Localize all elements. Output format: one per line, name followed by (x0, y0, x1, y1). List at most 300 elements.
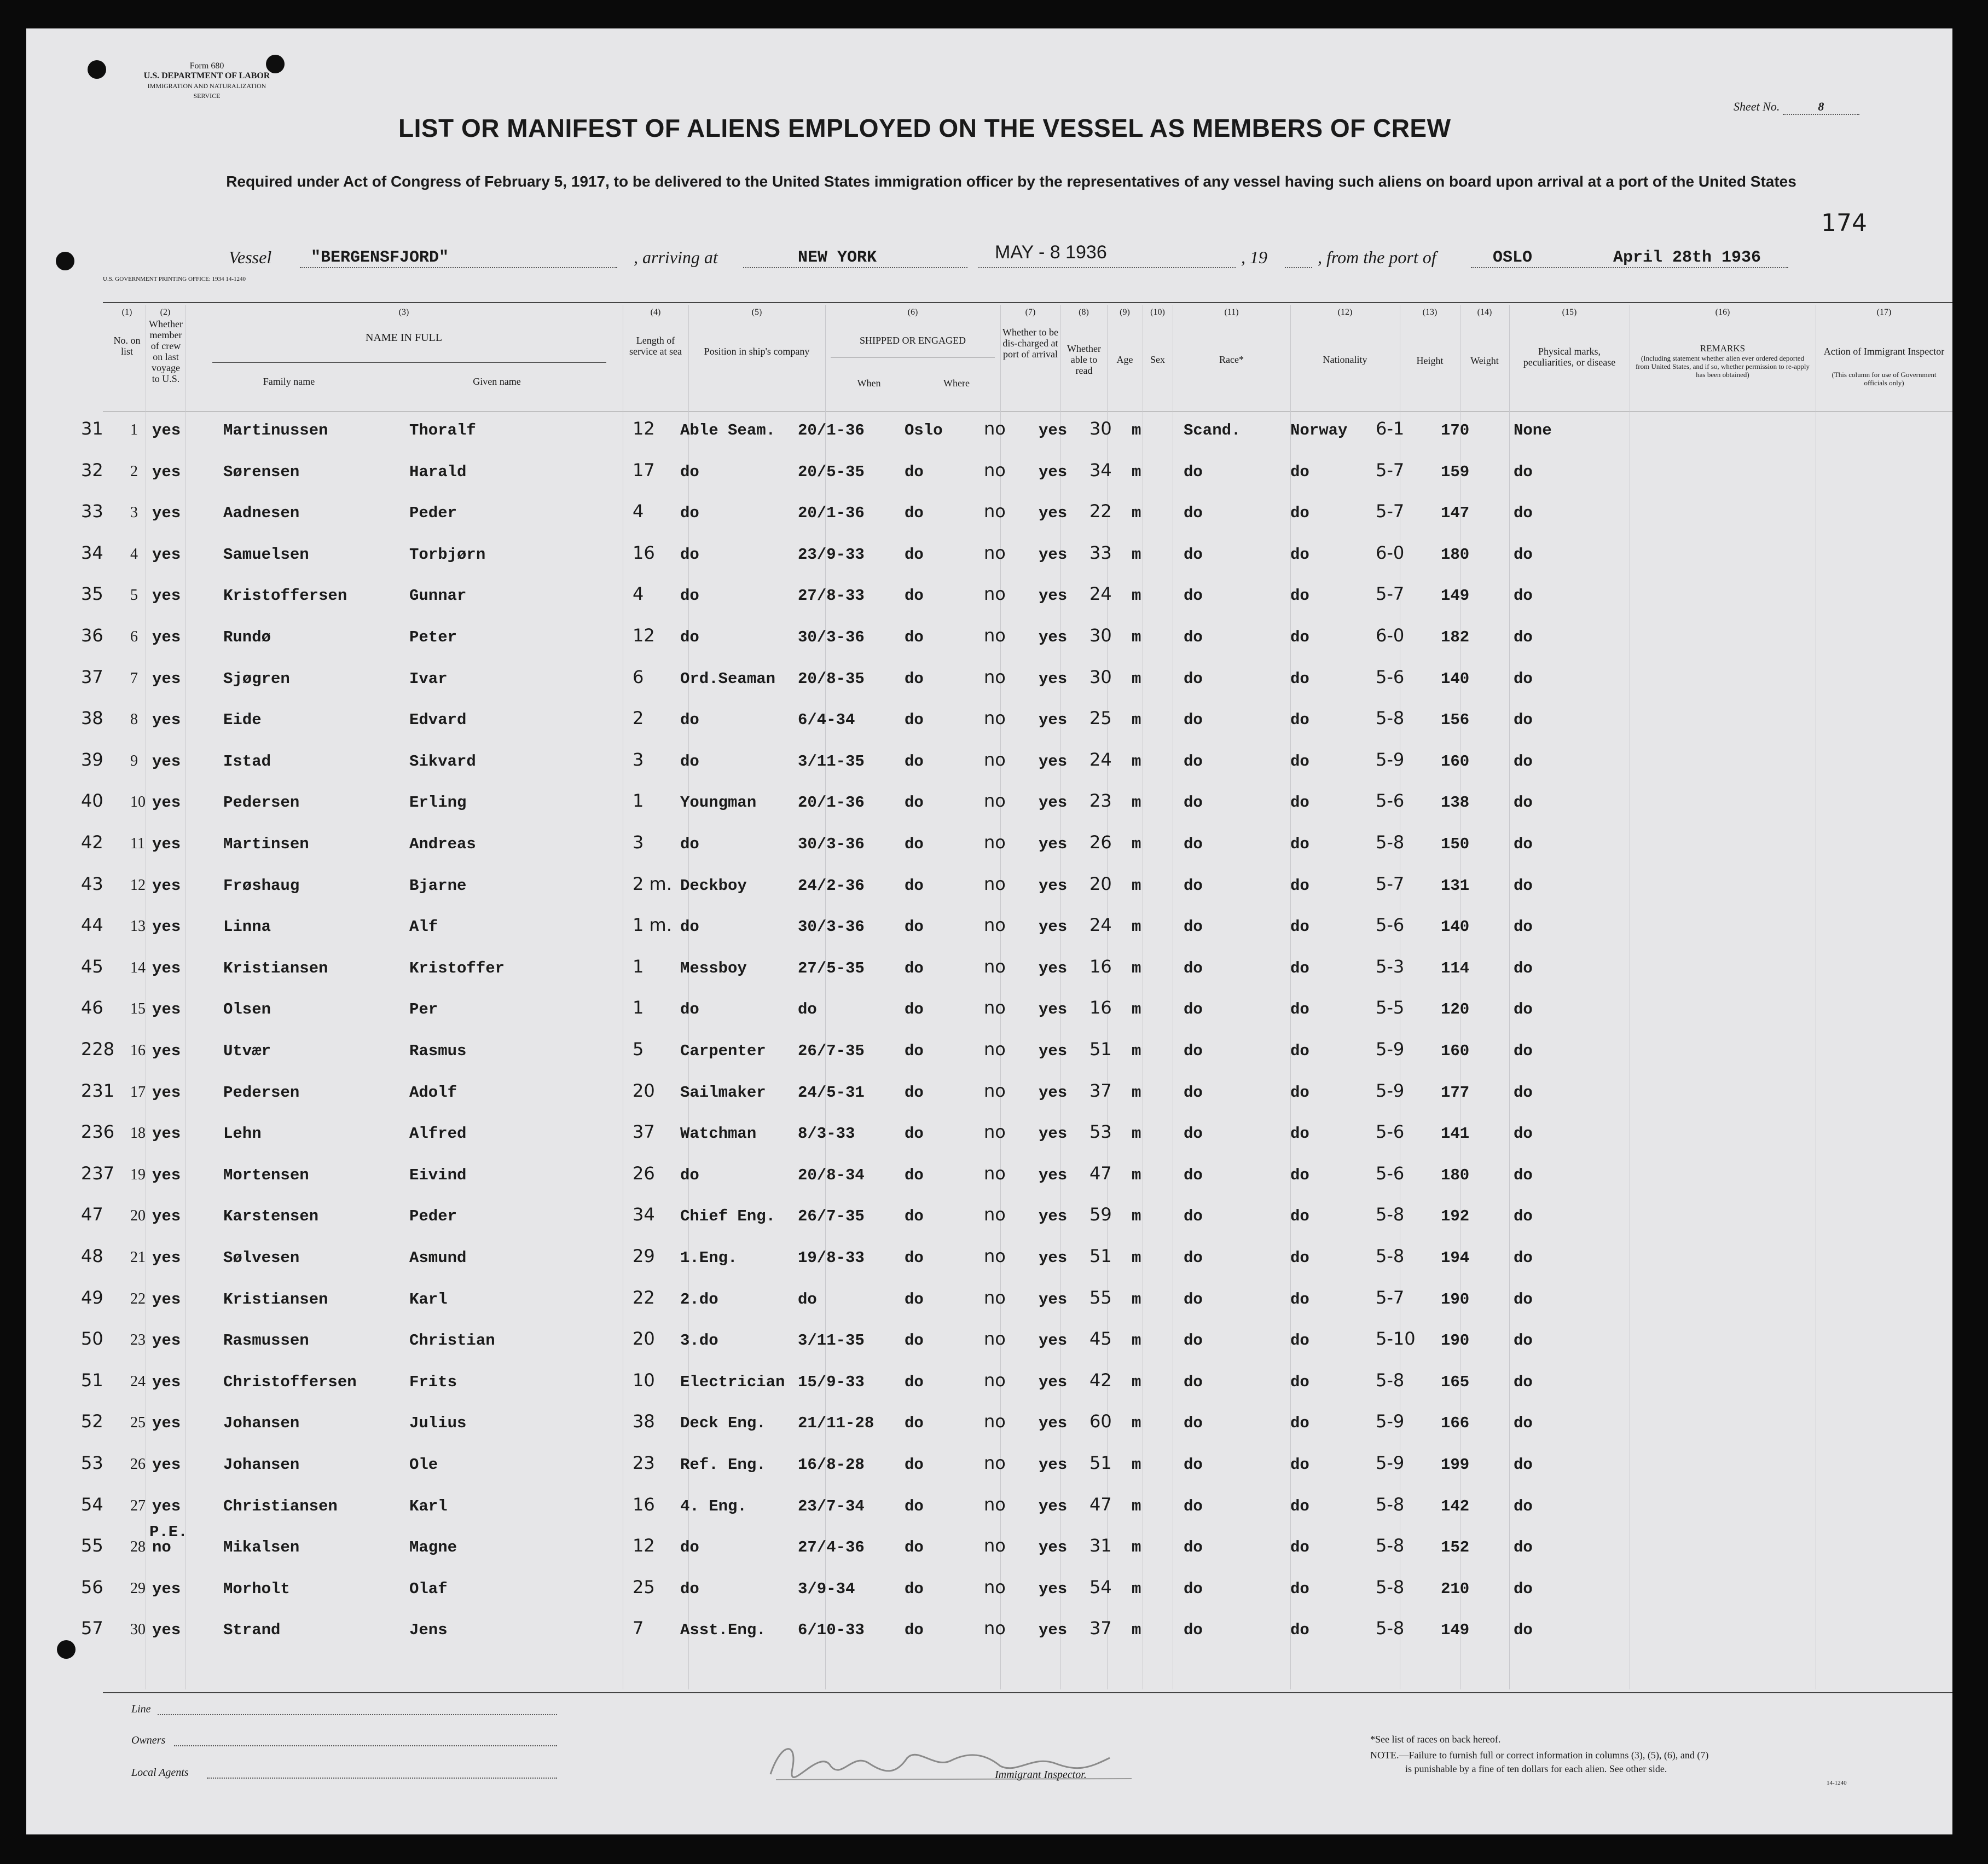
colnum: (9) (1120, 308, 1130, 317)
list-number: 20 (130, 1207, 146, 1225)
physical-marks: do (1514, 1414, 1533, 1433)
able-to-read: yes (1039, 421, 1068, 439)
list-number: 8 (130, 711, 138, 728)
sex: m (1132, 1497, 1141, 1515)
given-name: Alf (409, 918, 438, 936)
to-be-discharged: no (984, 997, 1006, 1018)
service-length: 3 (633, 749, 644, 770)
family-name: Linna (223, 918, 271, 936)
family-name: Martinussen (223, 421, 328, 439)
list-number: 10 (130, 794, 146, 811)
age: 20 (1089, 873, 1112, 894)
engaged-when: 20/1-36 (798, 421, 865, 439)
weight: 192 (1441, 1207, 1470, 1226)
footer-owners-label: Owners (131, 1734, 166, 1746)
able-to-read: yes (1039, 1373, 1068, 1391)
col-header-given: Given name (473, 376, 521, 387)
nationality: do (1290, 711, 1309, 730)
family-name: Johansen (223, 1456, 300, 1474)
col-header-weight: Weight (1470, 355, 1499, 366)
manifest-ref-number: 49 (81, 1287, 103, 1308)
engaged-where: do (905, 1456, 924, 1474)
nationality: do (1290, 1332, 1309, 1350)
nationality: do (1290, 1166, 1309, 1184)
engaged-when: 8/3-33 (798, 1125, 855, 1143)
crew-last-voyage: yes (152, 1456, 181, 1474)
engaged-when: do (798, 1000, 817, 1019)
footer-line-label: Line (131, 1703, 151, 1715)
col-header-marks: Physical marks, peculiarities, or disease (1523, 346, 1616, 368)
colnum: (12) (1337, 308, 1353, 317)
service-line: IMMIGRATION AND NATURALIZATION SERVICE (147, 82, 266, 100)
manifest-ref-number: 32 (81, 459, 103, 481)
service-length: 12 (633, 625, 655, 646)
family-name: Kristiansen (223, 1290, 328, 1309)
col-header-action: Action of Immigrant Inspector (1823, 346, 1945, 357)
engaged-when: 24/2-36 (798, 876, 865, 895)
nationality: do (1290, 752, 1309, 771)
given-name: Gunnar (409, 587, 467, 605)
engaged-when: 3/11-35 (798, 752, 865, 771)
ship-position: Electrician (680, 1373, 785, 1391)
race: do (1184, 1042, 1203, 1060)
age: 26 (1089, 832, 1112, 853)
colnum: (1) (121, 308, 132, 317)
colnum: (8) (1079, 308, 1089, 317)
height: 5-10 (1376, 1328, 1416, 1350)
manifest-ref-number: 35 (81, 583, 103, 605)
list-number: 7 (130, 669, 138, 687)
colnum: (17) (1876, 308, 1892, 317)
sex: m (1132, 1000, 1141, 1019)
physical-marks: do (1514, 1083, 1533, 1102)
manifest-ref-number: 38 (81, 708, 103, 729)
service-length: 25 (633, 1576, 655, 1597)
departure-date: April 28th 1936 (1613, 248, 1761, 267)
able-to-read: yes (1039, 1621, 1068, 1640)
engaged-where: do (905, 1538, 924, 1557)
manifest-ref-number: 57 (81, 1618, 103, 1639)
sex: m (1132, 1579, 1141, 1598)
service-length: 34 (633, 1204, 655, 1225)
engaged-when: 15/9-33 (798, 1373, 865, 1391)
engaged-where: Oslo (905, 421, 943, 439)
weight: 170 (1441, 421, 1470, 439)
nationality: do (1290, 959, 1309, 977)
service-length: 4 (633, 501, 644, 522)
ship-position: do (680, 1579, 699, 1598)
height: 5-9 (1376, 1452, 1405, 1473)
col-header-age: Age (1116, 354, 1133, 365)
crew-last-voyage: yes (152, 1125, 181, 1143)
weight: 131 (1441, 876, 1470, 895)
able-to-read: yes (1039, 752, 1068, 771)
list-number: 6 (130, 628, 138, 645)
engaged-when: 23/9-33 (798, 545, 865, 564)
colnum: (4) (650, 308, 661, 317)
height: 5-8 (1376, 708, 1405, 729)
ship-position: do (680, 1538, 699, 1557)
age: 34 (1089, 459, 1112, 481)
physical-marks: do (1514, 1497, 1533, 1515)
list-number: 29 (130, 1579, 146, 1597)
crew-last-voyage: yes (152, 1083, 181, 1102)
engaged-when: 3/11-35 (798, 1332, 865, 1350)
crew-last-voyage: yes (152, 587, 181, 605)
race: do (1184, 504, 1203, 523)
family-name: Pedersen (223, 1083, 300, 1102)
given-name: Karl (409, 1497, 448, 1515)
engaged-where: do (905, 1166, 924, 1184)
col-header-shipped: SHIPPED OR ENGAGED (859, 335, 966, 346)
list-number: 25 (130, 1414, 146, 1432)
to-be-discharged: no (984, 542, 1006, 563)
height: 5-5 (1376, 997, 1405, 1018)
height: 5-3 (1376, 956, 1405, 977)
manifest-ref-number: 236 (81, 1121, 115, 1143)
weight: 138 (1441, 794, 1470, 812)
engaged-when: 20/8-35 (798, 669, 865, 688)
race: do (1184, 1414, 1203, 1433)
able-to-read: yes (1039, 1332, 1068, 1350)
height: 5-9 (1376, 1411, 1405, 1432)
to-be-discharged: no (984, 583, 1006, 605)
engaged-where: do (905, 669, 924, 688)
given-name: Andreas (409, 835, 476, 853)
list-number: 1 (130, 421, 138, 438)
age: 60 (1089, 1411, 1112, 1432)
crew-last-voyage: yes (152, 1207, 181, 1226)
race: do (1184, 1125, 1203, 1143)
physical-marks: do (1514, 1125, 1533, 1143)
age: 45 (1089, 1328, 1112, 1350)
age: 47 (1089, 1162, 1112, 1184)
crew-last-voyage: no (152, 1538, 171, 1557)
list-number: 18 (130, 1125, 146, 1142)
engaged-when: 30/3-36 (798, 628, 865, 646)
engaged-when: 30/3-36 (798, 918, 865, 936)
service-length: 37 (633, 1121, 655, 1143)
nationality: do (1290, 628, 1309, 646)
nationality: do (1290, 1290, 1309, 1309)
col-header-family: Family name (263, 376, 315, 387)
nationality: do (1290, 1373, 1309, 1391)
service-length: 4 (633, 583, 644, 605)
engaged-where: do (905, 587, 924, 605)
ship-position: Asst.Eng. (680, 1621, 766, 1640)
service-length: 12 (633, 1535, 655, 1556)
engaged-where: do (905, 1373, 924, 1391)
family-name: Christiansen (223, 1497, 338, 1515)
height: 5-7 (1376, 583, 1405, 605)
to-be-discharged: no (984, 956, 1006, 977)
physical-marks: do (1514, 794, 1533, 812)
nationality: do (1290, 1207, 1309, 1226)
given-name: Per (409, 1000, 438, 1019)
manifest-ref-number: 47 (81, 1204, 103, 1225)
page-subtitle: Required under Act of Congress of February 5, 1917, to be delivered to the United States immigration officer by the representatives of any vessel having such aliens on board upon arrival at a port of the United States (226, 173, 1796, 190)
physical-marks: do (1514, 1000, 1533, 1019)
list-number: 23 (130, 1332, 146, 1349)
physical-marks: do (1514, 1249, 1533, 1267)
crew-last-voyage: yes (152, 1332, 181, 1350)
sex: m (1132, 1166, 1141, 1184)
to-be-discharged: no (984, 459, 1006, 481)
crew-last-voyage: yes (152, 462, 181, 481)
inspector-signature (760, 1736, 1154, 1785)
age: 33 (1089, 542, 1112, 563)
race: do (1184, 1249, 1203, 1267)
nationality: do (1290, 1083, 1309, 1102)
engaged-where: do (905, 1042, 924, 1060)
sex: m (1132, 1290, 1141, 1309)
engaged-where: do (905, 1621, 924, 1640)
from-label: , from the port of (1318, 247, 1436, 267)
races-note: *See list of races on back hereof. (1370, 1734, 1501, 1745)
family-name: Kristiansen (223, 959, 328, 977)
ship-position: Ord.Seaman (680, 669, 776, 688)
inspector-label: Immigrant Inspector. (995, 1769, 1087, 1781)
punch-hole (56, 252, 74, 270)
able-to-read: yes (1039, 1083, 1068, 1102)
list-number: 24 (130, 1373, 146, 1390)
engaged-when: 19/8-33 (798, 1249, 865, 1267)
nationality: do (1290, 1497, 1309, 1515)
height: 6-0 (1376, 625, 1405, 646)
race: do (1184, 1083, 1203, 1102)
sex: m (1132, 1125, 1141, 1143)
engaged-when: 20/1-36 (798, 504, 865, 523)
col-header-nationality: Nationality (1323, 354, 1367, 365)
sex: m (1132, 1083, 1141, 1102)
nationality: do (1290, 1249, 1309, 1267)
given-name: Alfred (409, 1125, 467, 1143)
physical-marks: do (1514, 918, 1533, 936)
able-to-read: yes (1039, 794, 1068, 812)
engaged-where: do (905, 876, 924, 895)
crew-last-voyage: yes (152, 545, 181, 564)
ship-position: do (680, 504, 699, 523)
race: do (1184, 1166, 1203, 1184)
race: do (1184, 1456, 1203, 1474)
given-name: Jens (409, 1621, 448, 1640)
physical-marks: do (1514, 1042, 1533, 1060)
engaged-when: 20/5-35 (798, 462, 865, 481)
crew-last-voyage: yes (152, 1249, 181, 1267)
ship-position: Ref. Eng. (680, 1456, 766, 1474)
to-be-discharged: no (984, 1080, 1006, 1101)
ship-position: do (680, 752, 699, 771)
crew-last-voyage: yes (152, 628, 181, 646)
able-to-read: yes (1039, 1456, 1068, 1474)
service-length: 7 (633, 1618, 644, 1639)
engaged-when: 6/4-34 (798, 711, 855, 730)
engaged-when: 27/8-33 (798, 587, 865, 605)
weight: 210 (1441, 1579, 1470, 1598)
colnum: (10) (1150, 308, 1165, 317)
given-name: Peder (409, 504, 457, 523)
sheet-value: 8 (1783, 100, 1859, 115)
manifest-ref-number: 228 (81, 1039, 115, 1060)
colnum: (5) (751, 308, 762, 317)
physical-marks: do (1514, 545, 1533, 564)
given-name: Frits (409, 1373, 457, 1391)
ship-position: do (680, 1000, 699, 1019)
able-to-read: yes (1039, 1249, 1068, 1267)
manifest-ref-number: 43 (81, 873, 103, 894)
sex: m (1132, 918, 1141, 936)
departure-port: OSLO (1493, 248, 1533, 267)
given-name: Peter (409, 628, 457, 646)
service-length: 10 (633, 1369, 655, 1391)
given-name: Kristoffer (409, 959, 505, 977)
weight: 149 (1441, 587, 1470, 605)
sex: m (1132, 1249, 1141, 1267)
service-length: 1 (633, 790, 644, 812)
given-name: Asmund (409, 1249, 467, 1267)
able-to-read: yes (1039, 876, 1068, 895)
engaged-where: do (905, 959, 924, 977)
ship-position: 3.do (680, 1332, 718, 1350)
engaged-where: do (905, 1290, 924, 1309)
height: 5-8 (1376, 1576, 1405, 1597)
engaged-where: do (905, 835, 924, 853)
ship-position: do (680, 628, 699, 646)
engaged-when: 30/3-36 (798, 835, 865, 853)
able-to-read: yes (1039, 669, 1068, 688)
race: Scand. (1184, 421, 1241, 439)
engaged-when: 27/4-36 (798, 1538, 865, 1557)
able-to-read: yes (1039, 1000, 1068, 1019)
nationality: do (1290, 1042, 1309, 1060)
col-header-height: Height (1416, 355, 1444, 366)
sex: m (1132, 669, 1141, 688)
height: 5-8 (1376, 1246, 1405, 1266)
ship-position: do (680, 587, 699, 605)
manifest-ref-number: 55 (81, 1535, 103, 1556)
ship-position: Messboy (680, 959, 747, 977)
height: 5-9 (1376, 749, 1405, 770)
weight: 142 (1441, 1497, 1470, 1515)
crew-last-voyage: yes (152, 1497, 181, 1515)
to-be-discharged: no (984, 1204, 1006, 1225)
year-label: , 19 (1241, 247, 1267, 267)
given-name: Harald (409, 462, 467, 481)
able-to-read: yes (1039, 1207, 1068, 1226)
ship-position: Sailmaker (680, 1083, 766, 1102)
race: do (1184, 1579, 1203, 1598)
height: 5-8 (1376, 1204, 1405, 1225)
height: 5-8 (1376, 1493, 1405, 1515)
physical-marks: do (1514, 462, 1533, 481)
ship-position: 1.Eng. (680, 1249, 738, 1267)
ship-position: do (680, 1166, 699, 1184)
to-be-discharged: no (984, 666, 1006, 687)
physical-marks: do (1514, 959, 1533, 977)
col-header-name: NAME IN FULL (366, 332, 442, 344)
nationality: Norway (1290, 421, 1348, 439)
nationality: do (1290, 669, 1309, 688)
service-length: 1 (633, 956, 644, 977)
age: 24 (1089, 583, 1112, 605)
race: do (1184, 752, 1203, 771)
physical-marks: do (1514, 1579, 1533, 1598)
crew-last-voyage: yes (152, 1042, 181, 1060)
sex: m (1132, 794, 1141, 812)
sex: m (1132, 1332, 1141, 1350)
family-name: Rasmussen (223, 1332, 309, 1350)
able-to-read: yes (1039, 1497, 1068, 1515)
able-to-read: yes (1039, 959, 1068, 977)
age: 30 (1089, 666, 1112, 687)
height: 5-6 (1376, 666, 1405, 687)
physical-marks: do (1514, 1207, 1533, 1226)
weight: 150 (1441, 835, 1470, 853)
given-name: Magne (409, 1538, 457, 1557)
family-name: Sølvesen (223, 1249, 300, 1267)
weight: 160 (1441, 1042, 1470, 1060)
service-length: 1 (633, 997, 644, 1018)
engaged-where: do (905, 794, 924, 812)
ship-position: do (680, 835, 699, 853)
manifest-ref-number: 53 (81, 1452, 103, 1473)
able-to-read: yes (1039, 504, 1068, 523)
height: 5-7 (1376, 501, 1405, 522)
age: 47 (1089, 1493, 1112, 1515)
col-header-remarks-note: (Including statement whether alien ever ordered deported from United States, and if so, whether permission to re-apply has been obtained) (1635, 354, 1810, 379)
colnum: (7) (1025, 308, 1036, 317)
list-number: 21 (130, 1249, 146, 1266)
engaged-where: do (905, 504, 924, 523)
age: 51 (1089, 1246, 1112, 1266)
given-name: Thoralf (409, 421, 476, 439)
weight: 152 (1441, 1538, 1470, 1557)
race: do (1184, 711, 1203, 730)
given-name: Sikvard (409, 752, 476, 771)
to-be-discharged: no (984, 1246, 1006, 1266)
service-length: 38 (633, 1411, 655, 1432)
engaged-where: do (905, 1414, 924, 1433)
to-be-discharged: no (984, 1493, 1006, 1515)
engaged-when: 20/1-36 (798, 794, 865, 812)
sex: m (1132, 504, 1141, 523)
crew-last-voyage: yes (152, 918, 181, 936)
age: 31 (1089, 1535, 1112, 1556)
height: 5-9 (1376, 1080, 1405, 1101)
age: 25 (1089, 708, 1112, 729)
arrival-port: NEW YORK (798, 248, 877, 267)
manifest-ref-number: 36 (81, 625, 103, 646)
manifest-ref-number: 34 (81, 542, 103, 563)
physical-marks: do (1514, 1166, 1533, 1184)
given-name: Christian (409, 1332, 495, 1350)
engaged-where: do (905, 1332, 924, 1350)
family-name: Utvær (223, 1042, 271, 1060)
nationality: do (1290, 794, 1309, 812)
height: 6-1 (1376, 418, 1405, 439)
family-name: Kristoffersen (223, 587, 347, 605)
race: do (1184, 1332, 1203, 1350)
service-length: 16 (633, 1493, 655, 1515)
manifest-ref-number: 44 (81, 914, 103, 936)
physical-marks: do (1514, 1621, 1533, 1640)
manifest-sheet (26, 28, 1952, 1834)
crew-last-voyage: yes (152, 1290, 181, 1309)
service-length: 20 (633, 1080, 655, 1101)
nationality: do (1290, 835, 1309, 853)
sex: m (1132, 1621, 1141, 1640)
manifest-ref-number: 42 (81, 832, 103, 853)
